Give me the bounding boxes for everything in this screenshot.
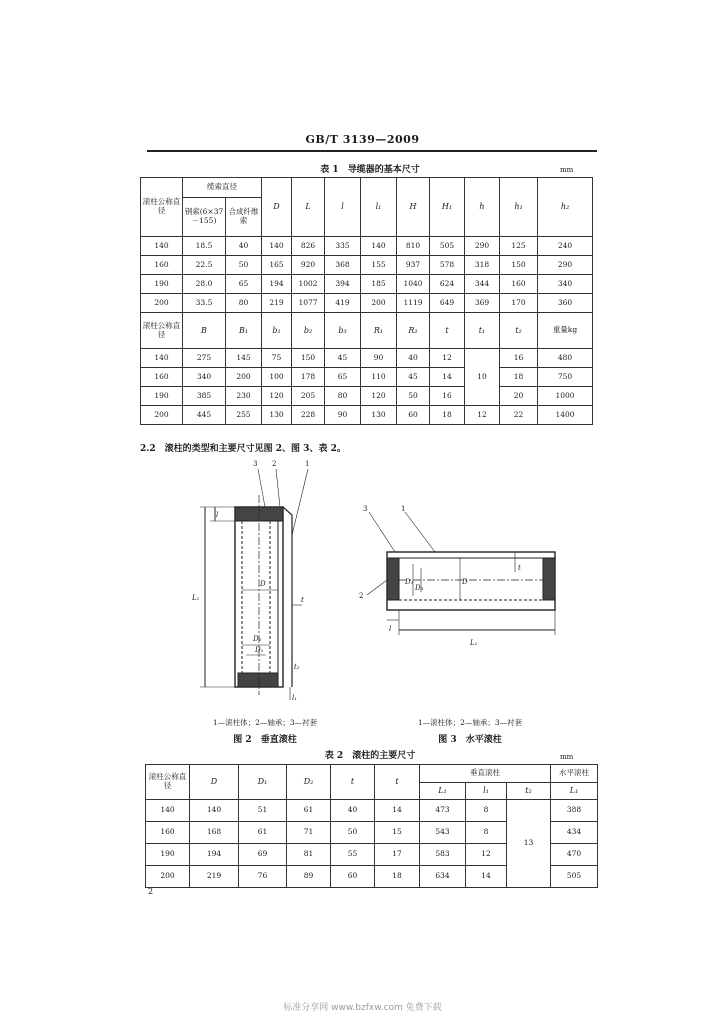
t1b-cell: 340 xyxy=(183,368,226,387)
t1-cell: 344 xyxy=(465,275,500,294)
fig3-label-1: 1 xyxy=(401,505,406,513)
t1b-cell: 45 xyxy=(325,349,361,368)
t1-cell: 140 xyxy=(141,237,183,256)
fig2-label-l1: l₁ xyxy=(292,694,298,702)
fig2-caption: 图 2 垂直滚柱 xyxy=(233,735,297,745)
t1-h-rope: 缆索直径 xyxy=(183,178,262,198)
t2-cell: 76 xyxy=(239,866,287,888)
t1b-cell: 145 xyxy=(226,349,262,368)
t1-cell: 50 xyxy=(226,256,262,275)
t1-cell: 624 xyxy=(430,275,465,294)
t2-cell: 634 xyxy=(420,866,466,888)
figure-3-horizontal-roller xyxy=(355,500,570,650)
t1-cell: 1077 xyxy=(292,294,325,313)
t2-cell: 200 xyxy=(146,866,190,888)
t1b-cell: 750 xyxy=(538,368,593,387)
t1-h-fiber: 合成纤维索 xyxy=(226,198,262,237)
fig3-label-t: t xyxy=(518,564,521,572)
t1-cell: 80 xyxy=(226,294,262,313)
t1b-cell: 190 xyxy=(141,387,183,406)
fig3-label-L1: L₁ xyxy=(470,639,478,647)
t2-cell: 81 xyxy=(287,844,331,866)
table1-unit: mm xyxy=(560,166,574,174)
fig2-label-t2: t₂ xyxy=(294,663,300,671)
t1b-cell: 18 xyxy=(430,406,465,425)
fig3-label-l: l xyxy=(389,625,392,633)
t1-cell: 290 xyxy=(538,256,593,275)
t1-h-h2: h₂ xyxy=(538,178,593,237)
t2-t2-merged: 13 xyxy=(507,800,551,888)
t1-cell: 290 xyxy=(465,237,500,256)
fig2-label-t: t xyxy=(301,596,304,604)
t1b-h-B1: B₁ xyxy=(226,313,262,349)
table1-caption: 表 1 导缆器的基本尺寸 xyxy=(320,165,420,175)
t2-cell: 194 xyxy=(190,844,239,866)
t2-cell: 8 xyxy=(466,822,507,844)
t1b-cell: 18 xyxy=(500,368,538,387)
t2-cell: 190 xyxy=(146,844,190,866)
fig2-bottom-bearing xyxy=(238,673,278,687)
fig2-label-l: l xyxy=(216,511,219,519)
t2-cell: 505 xyxy=(551,866,598,888)
t1-cell: 150 xyxy=(500,256,538,275)
t1b-cell: 140 xyxy=(141,349,183,368)
fig2-label-D: D xyxy=(260,580,266,588)
fig2-label-D2: D₂ xyxy=(253,635,262,643)
header-rule xyxy=(147,150,597,152)
t2-cell: 8 xyxy=(466,800,507,822)
fig2-label-D1: D₁ xyxy=(255,646,264,654)
t1-cell: 200 xyxy=(141,294,183,313)
t1-cell: 369 xyxy=(465,294,500,313)
fig3-legend: 1—滚柱体；2—轴承；3—衬套 xyxy=(417,718,523,727)
t1-h-nominal: 滚柱公称直径 xyxy=(141,178,183,237)
t2-cell: 50 xyxy=(331,822,375,844)
t1b-cell: 120 xyxy=(361,387,397,406)
t1-cell: 185 xyxy=(361,275,397,294)
t1b-cell: 100 xyxy=(262,368,292,387)
fig3-label-D3: D₃ xyxy=(415,584,424,592)
t1-cell: 1119 xyxy=(397,294,430,313)
t1b-cell: 50 xyxy=(397,387,430,406)
t1-cell: 40 xyxy=(226,237,262,256)
t2-cell: 51 xyxy=(239,800,287,822)
t2-sub-L1: L₁ xyxy=(420,783,466,800)
t1b-cell: 385 xyxy=(183,387,226,406)
t2-cell: 61 xyxy=(239,822,287,844)
t1b-cell: 60 xyxy=(397,406,430,425)
t1b-cell: 110 xyxy=(361,368,397,387)
t1b-cell: 14 xyxy=(430,368,465,387)
t1-cell: 505 xyxy=(430,237,465,256)
t2-cell: 434 xyxy=(551,822,598,844)
t2-h-horizontal: 水平滚柱 xyxy=(551,765,598,783)
t1b-cell: 480 xyxy=(538,349,593,368)
t1-cell: 1002 xyxy=(292,275,325,294)
t1-cell: 578 xyxy=(430,256,465,275)
t2-cell: 160 xyxy=(146,822,190,844)
t1b-h-nominal: 滚柱公称直径 xyxy=(141,313,183,349)
t1-cell: 28.0 xyxy=(183,275,226,294)
t2-cell: 14 xyxy=(466,866,507,888)
t1b-cell: 160 xyxy=(141,368,183,387)
t1-cell: 1040 xyxy=(397,275,430,294)
t1b-cell: 45 xyxy=(397,368,430,387)
t1-cell: 360 xyxy=(538,294,593,313)
t2-cell: 60 xyxy=(331,866,375,888)
t1-h-l: l xyxy=(325,178,361,237)
table1 xyxy=(140,177,593,425)
t2-h-D1: D₁ xyxy=(239,765,287,800)
fig3-label-D1: D₁ xyxy=(405,578,414,586)
t1b-cell: 230 xyxy=(226,387,262,406)
t1b-cell: 16 xyxy=(430,387,465,406)
t1-cell: 190 xyxy=(141,275,183,294)
t1-cell: 18.5 xyxy=(183,237,226,256)
t2-sub-l1: l₁ xyxy=(466,783,507,800)
t2-cell: 12 xyxy=(466,844,507,866)
t1b-cell: 22 xyxy=(500,406,538,425)
t1b-cell: 12 xyxy=(465,406,500,425)
t2-sub-t2: t₂ xyxy=(507,783,551,800)
t1-h-L: L xyxy=(292,178,325,237)
t2-cell: 40 xyxy=(331,800,375,822)
t2-cell: 61 xyxy=(287,800,331,822)
t2-cell: 140 xyxy=(190,800,239,822)
t1b-h-b3: b₃ xyxy=(325,313,361,349)
t1b-h-t: t xyxy=(430,313,465,349)
t1b-cell: 205 xyxy=(292,387,325,406)
t1b-cell: 65 xyxy=(325,368,361,387)
table2 xyxy=(145,764,598,888)
figure-2-vertical-roller xyxy=(180,455,330,705)
t1-cell: 826 xyxy=(292,237,325,256)
t2-h-D: D xyxy=(190,765,239,800)
t1b-cell: 200 xyxy=(141,406,183,425)
t2-cell: 55 xyxy=(331,844,375,866)
t1-cell: 194 xyxy=(262,275,292,294)
t1b-cell: 200 xyxy=(226,368,262,387)
t1-cell: 140 xyxy=(262,237,292,256)
t2-cell: 18 xyxy=(375,866,420,888)
t2-cell: 219 xyxy=(190,866,239,888)
table1-row xyxy=(141,237,593,256)
t1-cell: 920 xyxy=(292,256,325,275)
fig2-label-1: 1 xyxy=(305,460,310,468)
table1-row xyxy=(141,275,593,294)
t1b-cell: 1000 xyxy=(538,387,593,406)
t2-h-D2: D₂ xyxy=(287,765,331,800)
fig3-label-D: D xyxy=(462,578,468,586)
fig2-legend: 1—滚柱体；2—轴承；3—衬套 xyxy=(212,718,318,727)
fig2-label-L1: L₁ xyxy=(192,594,200,602)
t2-h-t-b: t xyxy=(375,765,420,800)
t1b-h-t2: t₂ xyxy=(500,313,538,349)
fig2-label-2: 2 xyxy=(272,460,277,468)
t2-cell: 17 xyxy=(375,844,420,866)
t1b-h-weight: 重量kg xyxy=(538,313,593,349)
t1-cell: 22.5 xyxy=(183,256,226,275)
t1b-cell: 445 xyxy=(183,406,226,425)
t1-cell: 200 xyxy=(361,294,397,313)
t1b-cell: 90 xyxy=(325,406,361,425)
t1b-cell: 275 xyxy=(183,349,226,368)
t1b-cell: 150 xyxy=(292,349,325,368)
t1b-h-B: B xyxy=(183,313,226,349)
t2-cell: 583 xyxy=(420,844,466,866)
t1b-h-b2: b₂ xyxy=(292,313,325,349)
t1b-cell: 130 xyxy=(262,406,292,425)
t1b-cell: 12 xyxy=(430,349,465,368)
t1-cell: 810 xyxy=(397,237,430,256)
t1b-cell: 80 xyxy=(325,387,361,406)
t1-cell: 219 xyxy=(262,294,292,313)
watermark-footer: 标准分享网 www.bzfxw.com 免费下载 xyxy=(283,1003,442,1013)
t1-cell: 318 xyxy=(465,256,500,275)
t1-h-H1: H₁ xyxy=(430,178,465,237)
table2-unit: mm xyxy=(560,753,574,761)
t1-cell: 340 xyxy=(538,275,593,294)
table2-row xyxy=(146,800,598,822)
t1b-cell: 40 xyxy=(397,349,430,368)
t1-cell: 394 xyxy=(325,275,361,294)
t1b-h-b1: b₁ xyxy=(262,313,292,349)
section-2-2: 2.2 滚柱的类型和主要尺寸见图 2、图 3、表 2。 xyxy=(140,444,346,454)
t1-cell: 125 xyxy=(500,237,538,256)
fig3-left-bearing xyxy=(387,558,399,600)
t2-cell: 388 xyxy=(551,800,598,822)
t1-h-steel: 钢索(6×37－155) xyxy=(183,198,226,237)
t2-h-vertical: 垂直滚柱 xyxy=(420,765,551,783)
table1-row xyxy=(141,294,593,313)
t1-h-h1: h₁ xyxy=(500,178,538,237)
fig3-label-2: 2 xyxy=(359,592,364,600)
t1b-cell: 120 xyxy=(262,387,292,406)
t1b-cell: 228 xyxy=(292,406,325,425)
t1b-cell: 90 xyxy=(361,349,397,368)
t2-h-nominal: 滚柱公称直径 xyxy=(146,765,190,800)
t1b-t1-merged: 10 xyxy=(465,349,500,406)
t1b-h-R2: R₂ xyxy=(397,313,430,349)
t1b-cell: 16 xyxy=(500,349,538,368)
t2-cell: 473 xyxy=(420,800,466,822)
fig2-label-3: 3 xyxy=(253,460,258,468)
t1b-cell: 1400 xyxy=(538,406,593,425)
t1b-cell: 255 xyxy=(226,406,262,425)
t2-cell: 140 xyxy=(146,800,190,822)
standard-number-header: GB/T 3139—2009 xyxy=(305,133,420,146)
t1-cell: 937 xyxy=(397,256,430,275)
t1-cell: 160 xyxy=(500,275,538,294)
table1-row xyxy=(141,256,593,275)
table2-caption: 表 2 滚柱的主要尺寸 xyxy=(324,751,416,761)
fig3-label-3: 3 xyxy=(363,505,368,513)
t2-cell: 168 xyxy=(190,822,239,844)
t2-cell: 69 xyxy=(239,844,287,866)
t1-h-h: h xyxy=(465,178,500,237)
t1-cell: 65 xyxy=(226,275,262,294)
t2-cell: 15 xyxy=(375,822,420,844)
t1-cell: 649 xyxy=(430,294,465,313)
t2-cell: 543 xyxy=(420,822,466,844)
t1-cell: 160 xyxy=(141,256,183,275)
t1b-cell: 75 xyxy=(262,349,292,368)
t1b-cell: 20 xyxy=(500,387,538,406)
t1-h-l1: l₁ xyxy=(361,178,397,237)
t2-h-t-a: t xyxy=(331,765,375,800)
t1-cell: 140 xyxy=(361,237,397,256)
fig3-caption: 图 3 水平滚柱 xyxy=(438,735,502,745)
t1-cell: 155 xyxy=(361,256,397,275)
t1-cell: 170 xyxy=(500,294,538,313)
t1-cell: 33.5 xyxy=(183,294,226,313)
t2-cell: 470 xyxy=(551,844,598,866)
t2-cell: 14 xyxy=(375,800,420,822)
t2-cell: 89 xyxy=(287,866,331,888)
t1-h-D: D xyxy=(262,178,292,237)
t1-cell: 335 xyxy=(325,237,361,256)
t1b-cell: 178 xyxy=(292,368,325,387)
t2-sub-L1-h: L₁ xyxy=(551,783,598,800)
t1-cell: 419 xyxy=(325,294,361,313)
t2-cell: 71 xyxy=(287,822,331,844)
t1b-cell: 130 xyxy=(361,406,397,425)
page-number: 2 xyxy=(148,887,154,896)
t1-cell: 368 xyxy=(325,256,361,275)
t1b-h-R1: R₁ xyxy=(361,313,397,349)
t1-cell: 165 xyxy=(262,256,292,275)
t1-cell: 240 xyxy=(538,237,593,256)
t1-h-H: H xyxy=(397,178,430,237)
fig3-right-bearing xyxy=(543,558,555,600)
t1b-h-t1: t₁ xyxy=(465,313,500,349)
